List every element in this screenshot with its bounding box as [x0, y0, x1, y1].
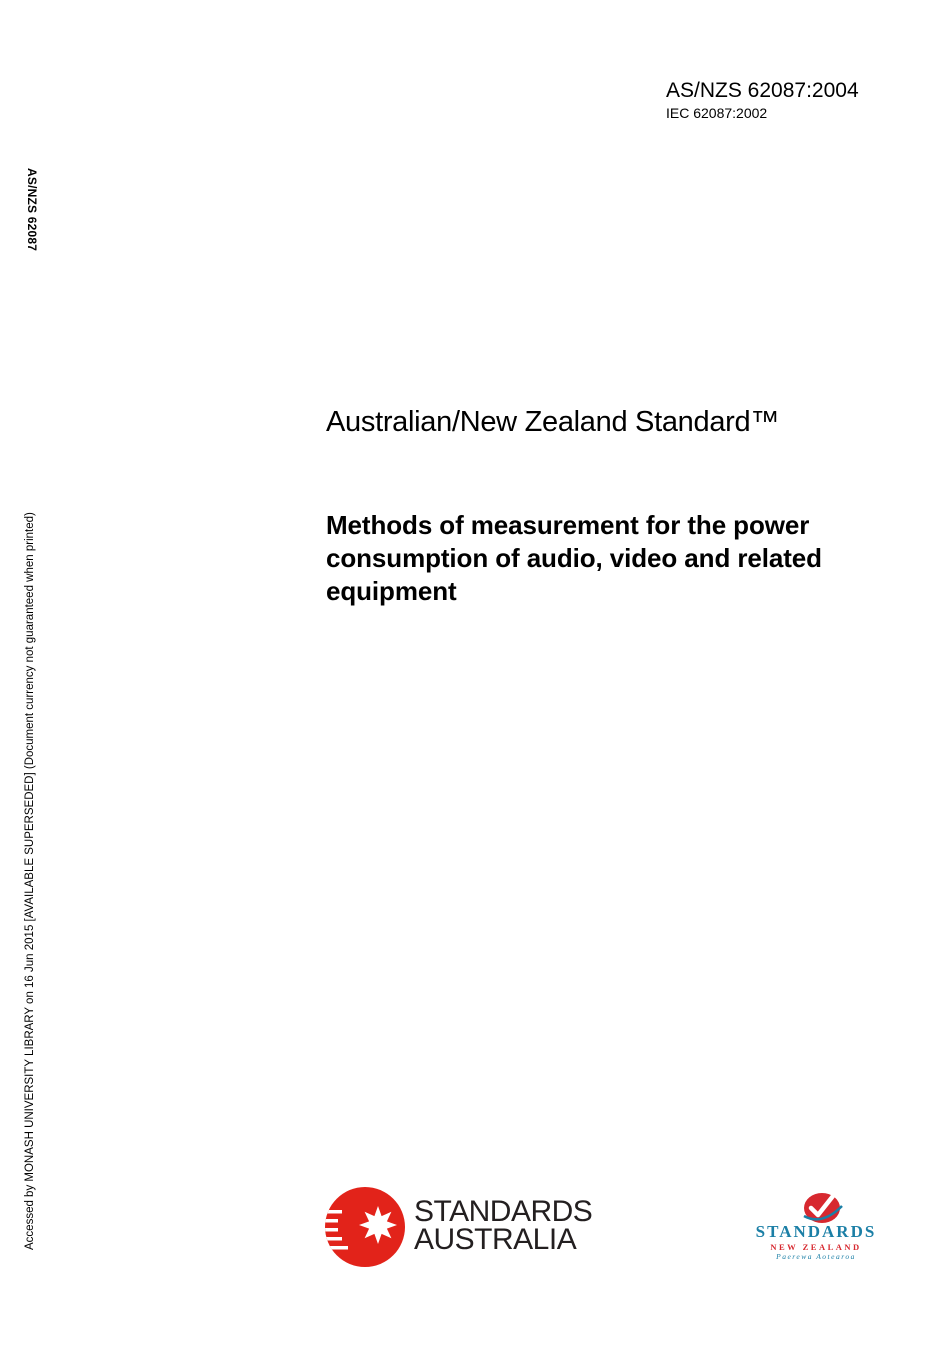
- document-title: Methods of measurement for the power consumption of audio, video and related equipment: [326, 510, 822, 606]
- spine-code: AS/NZS 62087: [25, 168, 39, 252]
- standards-nz-logo: [748, 1186, 888, 1266]
- standards-australia-logo: [324, 1186, 604, 1268]
- sa-line1: STANDARDS: [414, 1195, 593, 1228]
- checkmark-swoosh-icon: [798, 1186, 846, 1226]
- snz-subtitle: NEW ZEALAND: [770, 1242, 862, 1252]
- access-note: Accessed by MONASH UNIVERSITY LIBRARY on 16 Jun 2015 [AVAILABLE SUPERSEDED] (Document currency not guaranteed when printed): [24, 512, 36, 1250]
- sa-line2: AUSTRALIA: [414, 1223, 577, 1256]
- standards-australia-wordmark: [414, 1195, 593, 1256]
- red-circle-star-icon: [324, 1186, 406, 1268]
- snz-maori-name: Paerewa Aotearoa: [776, 1252, 856, 1261]
- snz-wordmark: STANDARDS: [755, 1222, 877, 1241]
- iec-number: IEC 62087:2002: [666, 105, 768, 121]
- standard-number: AS/NZS 62087:2004: [666, 79, 859, 102]
- series-title: Australian/New Zealand Standard™: [326, 406, 780, 438]
